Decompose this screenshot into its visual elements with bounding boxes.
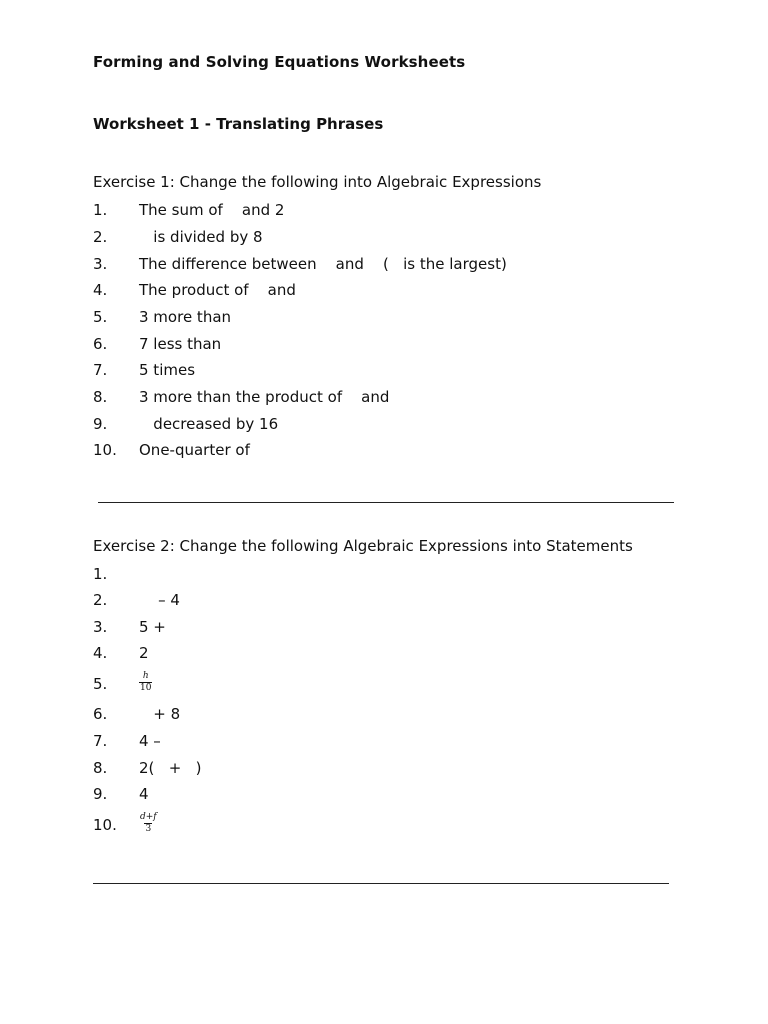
fraction-numerator: h xyxy=(142,671,149,681)
section-divider xyxy=(98,502,674,503)
item-text: + 8 xyxy=(139,705,181,723)
item-number: 4. xyxy=(93,644,108,662)
fraction-denominator: 10 xyxy=(140,683,152,693)
item-text: is divided by 8 xyxy=(139,228,263,246)
item-number: 4. xyxy=(93,281,108,299)
document-title: Forming and Solving Equations Worksheets xyxy=(93,53,466,71)
item-text: 4 xyxy=(139,785,149,803)
item-number: 9. xyxy=(93,415,108,433)
item-text: 7 less than xyxy=(139,335,222,353)
item-number: 8. xyxy=(93,388,108,406)
item-text: 2 xyxy=(139,644,149,662)
item-text: – 4 xyxy=(139,591,180,609)
fraction-denominator: 3 xyxy=(145,824,152,834)
fraction xyxy=(139,671,152,694)
item-number: 1. xyxy=(93,201,108,219)
item-number: 5. xyxy=(93,308,108,326)
worksheet-title: Worksheet 1 - Translating Phrases xyxy=(93,115,384,133)
item-text: One-quarter of xyxy=(139,441,250,459)
item-text: 5 times xyxy=(139,361,196,379)
item-number: 8. xyxy=(93,759,108,777)
item-number: 3. xyxy=(93,618,108,636)
fraction-numerator: d+f xyxy=(140,812,157,822)
item-text: The difference between and ( is the largest) xyxy=(139,255,507,273)
exercise-1-heading: Exercise 1: Change the following into Algebraic Expressions xyxy=(93,173,542,191)
item-text: The sum of and 2 xyxy=(139,201,285,219)
item-text: 3 more than the product of and xyxy=(139,388,390,406)
item-text: The product of and xyxy=(139,281,296,299)
item-number: 2. xyxy=(93,228,108,246)
item-text: 4 – xyxy=(139,732,161,750)
item-text: 3 more than xyxy=(139,308,232,326)
item-number: 2. xyxy=(93,591,108,609)
item-text: decreased by 16 xyxy=(139,415,279,433)
item-number: 6. xyxy=(93,705,108,723)
section-divider xyxy=(93,883,669,884)
item-number: 10. xyxy=(93,816,117,834)
item-number: 1. xyxy=(93,565,108,583)
item-number: 3. xyxy=(93,255,108,273)
item-text: 5 + xyxy=(139,618,166,636)
item-number: 9. xyxy=(93,785,108,803)
item-number: 6. xyxy=(93,335,108,353)
fraction xyxy=(139,812,158,835)
item-number: 10. xyxy=(93,441,117,459)
exercise-2-heading: Exercise 2: Change the following Algebraic Expressions into Statements xyxy=(93,537,633,555)
item-number: 7. xyxy=(93,361,108,379)
item-text: 2( + ) xyxy=(139,759,202,777)
item-number: 5. xyxy=(93,675,108,693)
item-number: 7. xyxy=(93,732,108,750)
